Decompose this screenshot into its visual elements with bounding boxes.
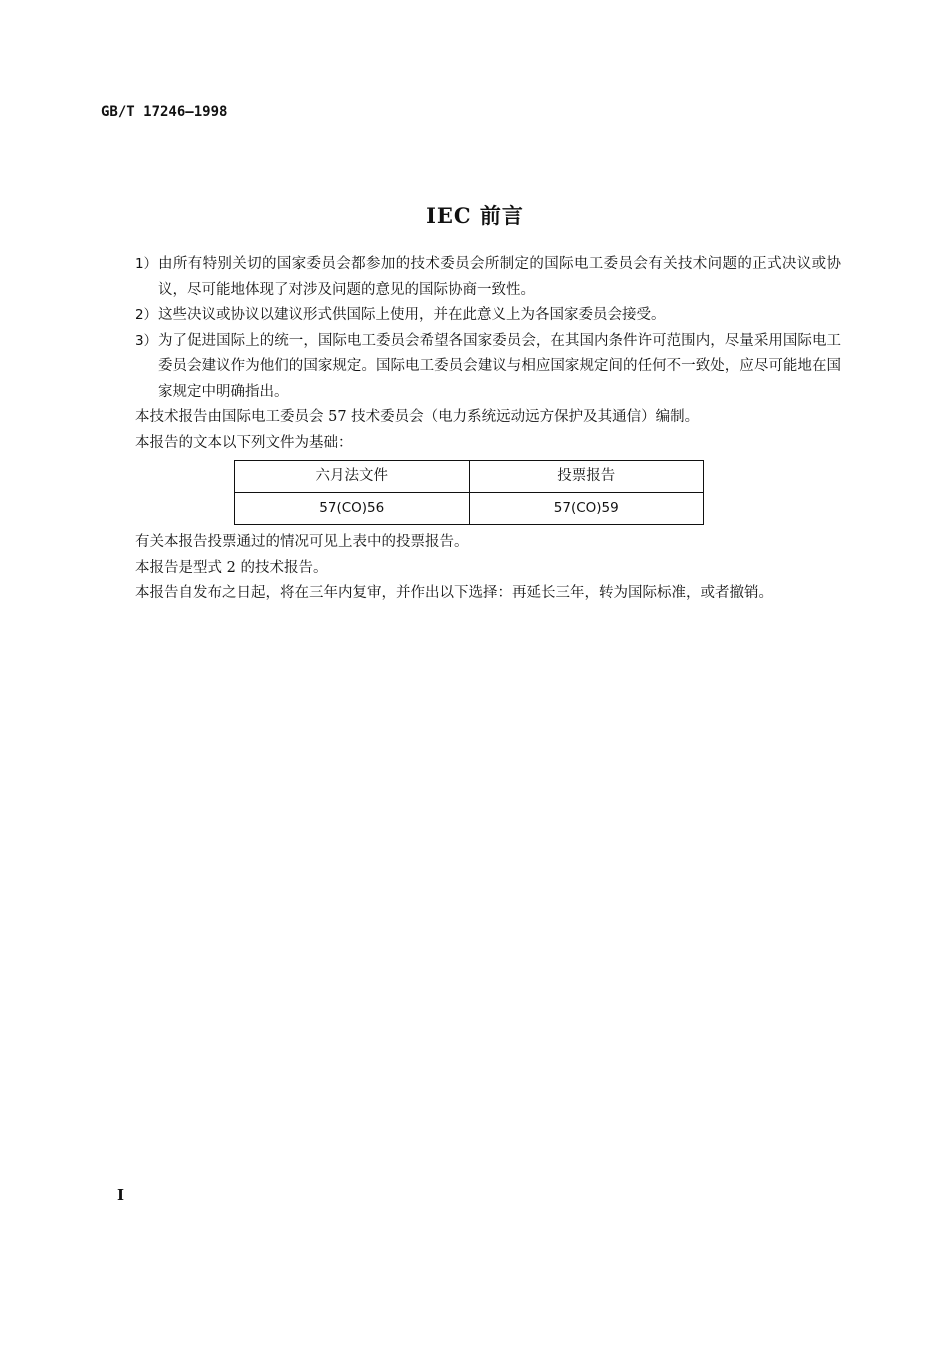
list-item-text: 为了促进国际上的统一，国际电工委员会希望各国家委员会，在其国内条件许可范围内，尽量采用国际电工委员会建议作为他们的国家规定。国际电工委员会建议与相应国家规定间的任何不一致处，应尽可能地在国家规定中明确指出。 [158, 332, 841, 400]
table-header-cell: 投票报告 [469, 461, 704, 493]
table-header-cell: 六月法文件 [235, 461, 470, 493]
page-number: I [117, 1186, 125, 1204]
review-note-paragraph: 本报告自发布之日起，将在三年内复审，并作出以下选择：再延长三年，转为国际标准，或者撤销。 [135, 585, 773, 601]
table-cell: 57(CO)56 [235, 493, 470, 525]
page-title: IEC 前言 [426, 203, 524, 228]
report-type-paragraph: 本报告是型式 2 的技术报告。 [135, 559, 328, 576]
voting-note-paragraph: 有关本报告投票通过的情况可见上表中的投票报告。 [135, 534, 469, 550]
based-on-paragraph: 本报告的文本以下列文件为基础： [135, 434, 353, 451]
list-item-number: 3） [135, 332, 158, 349]
standard-number: GB/T 17246—1998 [101, 104, 228, 120]
list-item-2 [135, 303, 841, 329]
table-row [235, 493, 704, 525]
document-body [135, 252, 841, 607]
prepared-by-paragraph: 本技术报告由国际电工委员会 57 技术委员会（电力系统远动远方保护及其通信）编制。 [135, 409, 700, 425]
list-item-text: 这些决议或协议以建议形式供国际上使用，并在此意义上为各国家委员会接受。 [158, 307, 666, 323]
table-header-row [235, 461, 704, 493]
list-item-3 [135, 329, 841, 406]
list-item-number: 2） [135, 307, 158, 323]
document-table [234, 460, 704, 525]
list-item-text: 由所有特别关切的国家委员会都参加的技术委员会所制定的国际电工委员会有关技术问题的正式决议或协议，尽可能地体现了对涉及问题的意见的国际协商一致性。 [158, 256, 841, 298]
list-item-1 [135, 252, 841, 303]
table-cell: 57(CO)59 [469, 493, 704, 525]
list-item-number: 1） [135, 256, 158, 272]
